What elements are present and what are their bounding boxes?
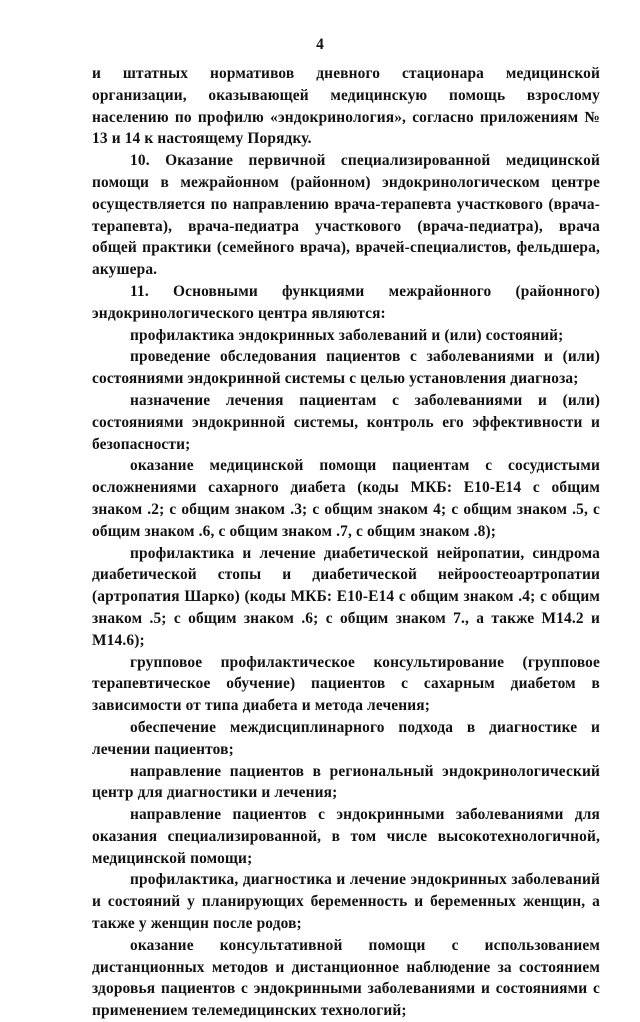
paragraph-item-11: 11. Основными функциями межрайонного (районного) эндокринологического центра являются: bbox=[92, 282, 600, 322]
function-item: групповое профилактическое консультирование (групповое терапевтическое обучение) пациентов с сахарным диабетом в зависимости от типа диабета и метода лечения; bbox=[92, 653, 600, 715]
page-number: 4 bbox=[316, 36, 324, 53]
function-item: профилактика эндокринных заболеваний и (или) состояний; bbox=[130, 326, 564, 344]
function-item: оказание консультативной помощи с использованием дистанционных методов и дистанционное наблюдение за состоянием здоровья пациентов с эндокринными заболеваниями и состояниями с применением телемедицинских технологий; bbox=[92, 936, 600, 1020]
function-item: направление пациентов с эндокринными заболеваниями для оказания специализированной, в том числе высокотехнологичной, медицинской помощи; bbox=[92, 806, 600, 867]
function-item: обеспечение междисциплинарного подхода в диагностике и лечении пациентов; bbox=[92, 718, 600, 758]
paragraph-item-10: 10. Оказание первичной специализированной медицинской помощи в межрайонном (районном) эндокринологическом центре осуществляется по направлению врача-терапевта участкового (врача-терапевта), врача-педиатра участкового (врача-педиатра), врача общей практики (семейного врача), врачей-специалистов, фельдшера, акушера. bbox=[92, 152, 600, 279]
function-item: оказание медицинской помощи пациентам с сосудистыми осложнениями сахарного диабета (коды МКБ: E10-E14 с общим знаком .2; с общим знаком .3; с общим знаком 4; с общим знаком .5, с общим знаком .6, с общим знаком .7, с общим знаком .8); bbox=[92, 457, 600, 540]
function-item: профилактика и лечение диабетической нейропатии, синдрома диабетической стопы и диабетической нейроостеоартропатии (артропатия Шарко) (коды МКБ: E10-E14 с общим знаком .4; с общим знаком .5; с общим знаком .6; с общим знаком 7., а также M14.2 и M14.6); bbox=[92, 544, 600, 649]
function-item: направление пациентов в региональный эндокринологический центр для диагностики и лечения; bbox=[92, 762, 600, 802]
function-item: проведение обследования пациентов с заболеваниями и (или) состояниями эндокринной системы с целью установления диагноза; bbox=[92, 348, 600, 388]
function-item: профилактика, диагностика и лечение эндокринных заболеваний и состояний у планирующих беременность и беременных женщин, а также у женщин после родов; bbox=[92, 871, 600, 933]
document-body bbox=[92, 63, 600, 1022]
paragraph-continuation: и штатных нормативов дневного стационара медицинской организации, оказывающей медицинскую помощь взрослому населению по профилю «эндокринология», согласно приложениям № 13 и 14 к настоящему Порядку. bbox=[92, 65, 600, 148]
function-item: назначение лечения пациентам с заболеваниями и (или) состояниями эндокринной системы, контроль его эффективности и безопасности; bbox=[92, 391, 600, 453]
